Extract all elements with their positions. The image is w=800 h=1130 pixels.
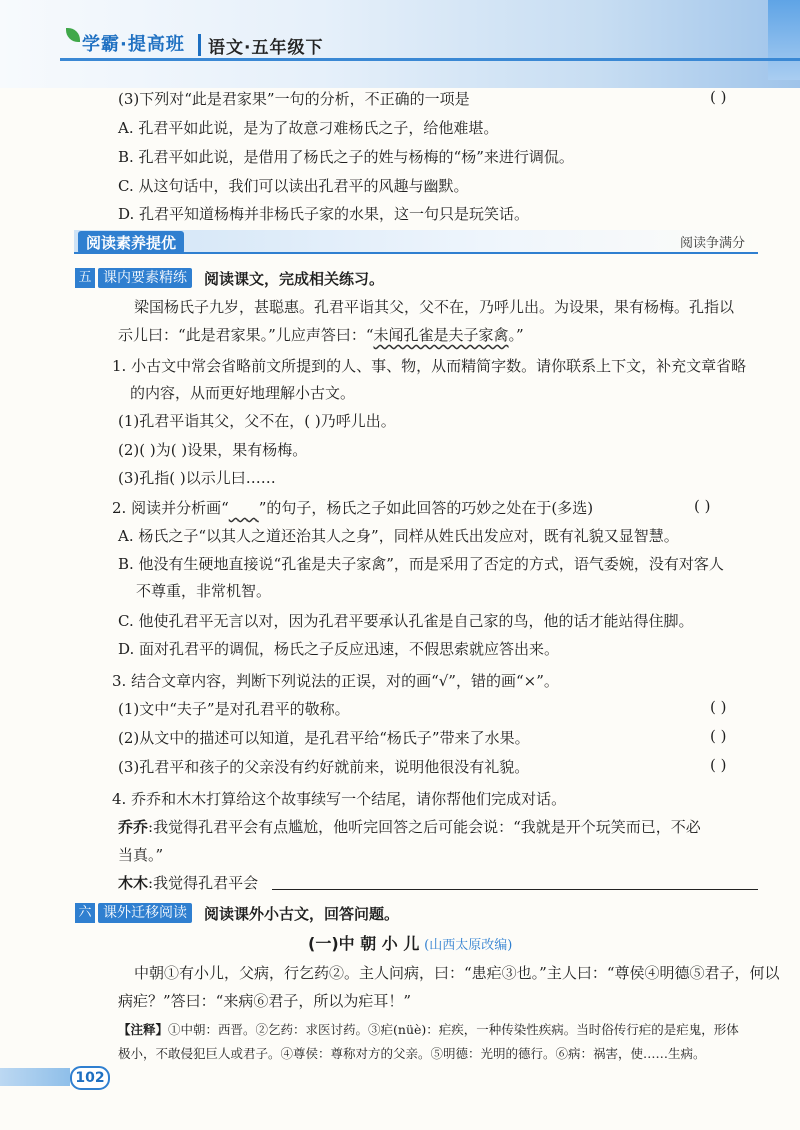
passage-line: 中朝①有小儿，父病，行乞药②。主人问病，曰：“患疟③也。”主人曰：“尊侯④明德⑤君子，何以 xyxy=(134,964,780,982)
option-b: B. 他没有生硬地直接说“孔雀是夫子家禽”，而是采用了否定的方式，语气委婉，没有对客人 xyxy=(118,555,724,573)
answer-paren[interactable]: ( ) xyxy=(694,497,711,515)
annotation-line: 极小，不敢侵犯巨人或君子。④尊侯：尊称对方的父亲。⑤明德：光明的德行。⑥病：祸害，使……生病。 xyxy=(118,1046,706,1061)
page-number-bar xyxy=(0,1068,70,1086)
speaker-name: 乔乔 xyxy=(118,818,149,836)
fill-blank-3[interactable]: (3)孔指( )以示儿曰…… xyxy=(118,469,276,487)
story-source: (山西太原改编) xyxy=(424,938,513,953)
dialogue-text: :我觉得孔君平会 xyxy=(148,874,259,892)
page-number: 102 xyxy=(70,1066,110,1090)
part-number: 五 xyxy=(75,268,95,288)
option-a: A. 孔君平如此说，是为了故意刁难杨氏之子，给他难堪。 xyxy=(118,119,499,137)
question-1-stem: 1. 小古文中常会省略前文所提到的人、事、物，从而精简字数。请你联系上下文，补充文章省略 xyxy=(112,357,747,375)
dialogue-text: :我觉得孔君平会有点尴尬，他听完回答之后可能会说：“我就是开个玩笑而已，不必 xyxy=(148,818,701,836)
header-divider xyxy=(198,34,201,56)
brand-logo: 学霸·提高班 xyxy=(82,34,185,55)
section-right-label: 阅读争满分 xyxy=(680,236,746,251)
answer-paren[interactable]: ( ) xyxy=(710,88,727,106)
answer-paren[interactable]: ( ) xyxy=(710,727,727,745)
story-title-text: (一)中 朝 小 儿 xyxy=(308,934,420,953)
passage-line: 梁国杨氏子九岁，甚聪惠。孔君平诣其父，父不在，乃呼儿出。为设果，果有杨梅。孔指以 xyxy=(134,298,735,316)
question-4-stem: 4. 乔乔和木木打算给这个故事续写一个结尾，请你帮他们完成对话。 xyxy=(112,790,567,808)
passage-text: 。” xyxy=(508,326,524,344)
annotation-label: 【注释】 xyxy=(118,1022,169,1037)
question-3-stem: 3. 结合文章内容，判断下列说法的正误，对的画“√”，错的画“×”。 xyxy=(112,672,559,690)
passage-line: 病疟？”答曰：“来病⑥君子，所以为疟耳！” xyxy=(118,992,412,1010)
annotation-text: ①中朝：西晋。②乞药：求医讨药。③疟(nüè)：疟疾，一种传染性疾病。当时俗传行疟的是疟鬼，形体 xyxy=(168,1022,739,1037)
answer-line[interactable] xyxy=(272,889,758,890)
dialogue-qiao-cont: 当真。” xyxy=(118,846,164,864)
question-2-stem xyxy=(112,497,593,519)
story-title xyxy=(308,933,512,957)
part-tag: 课外迁移阅读 xyxy=(98,903,192,923)
annotation-line xyxy=(118,1020,739,1040)
header-subject: 语文·五年级下 xyxy=(208,38,324,58)
part-number: 六 xyxy=(75,903,95,923)
dialogue-mu xyxy=(118,872,258,894)
option-c: C. 他使孔君平无言以对，因为孔君平要承认孔雀是自己家的鸟，他的话才能站得住脚。 xyxy=(118,612,694,630)
option-d: D. 面对孔君平的调侃，杨氏之子反应迅速，不假思索就应答出来。 xyxy=(118,640,560,658)
answer-paren[interactable]: ( ) xyxy=(710,698,727,716)
question-stem: (3)下列对“此是君家果”一句的分析，不正确的一项是 xyxy=(118,90,470,108)
option-a: A. 杨氏之子“以其人之道还治其人之身”，同样从姓氏出发应对，既有礼貌又显智慧。 xyxy=(118,527,679,545)
judge-item-1: (1)文中“夫子”是对孔君平的敬称。 xyxy=(118,700,350,718)
passage-line xyxy=(118,324,524,346)
option-d: D. 孔君平知道杨梅并非杨氏子家的水果，这一句只是玩笑话。 xyxy=(118,205,530,223)
passage-text: 示儿曰：“此是君家果。”儿应声答曰：“ xyxy=(118,326,374,344)
speaker-name: 木木 xyxy=(118,874,149,892)
section-title: 阅读素养提优 xyxy=(78,231,184,254)
header-corner-decoration xyxy=(768,0,800,80)
question-1-stem-cont: 的内容，从而更好地理解小古文。 xyxy=(130,384,356,402)
dialogue-qiao xyxy=(118,816,701,838)
stem-text: 2. 阅读并分析画“ xyxy=(112,499,229,517)
fill-blank-2[interactable]: (2)( )为( )设果，果有杨梅。 xyxy=(118,441,308,459)
wavy-underlined-sentence: 未闻孔雀是夫子家禽 xyxy=(373,326,509,344)
header-rule xyxy=(60,58,800,61)
option-b: B. 孔君平如此说，是借用了杨氏之子的姓与杨梅的“杨”来进行调侃。 xyxy=(118,148,574,166)
part-tag: 课内要素精练 xyxy=(98,268,192,288)
wavy-mark xyxy=(229,499,259,517)
part-instruction: 阅读课文，完成相关练习。 xyxy=(204,270,385,288)
judge-item-3: (3)孔君平和孩子的父亲没有约好就前来，说明他很没有礼貌。 xyxy=(118,758,530,776)
judge-item-2: (2)从文中的描述可以知道，是孔君平给“杨氏子”带来了水果。 xyxy=(118,729,530,747)
answer-paren[interactable]: ( ) xyxy=(710,756,727,774)
stem-text: ”的句子，杨氏之子如此回答的巧妙之处在于(多选) xyxy=(258,499,594,517)
section-rule xyxy=(74,252,758,254)
option-c: C. 从这句话中，我们可以读出孔君平的风趣与幽默。 xyxy=(118,177,469,195)
option-b-cont: 不尊重，非常机智。 xyxy=(136,582,272,600)
part-instruction: 阅读课外小古文，回答问题。 xyxy=(204,905,400,923)
fill-blank-1[interactable]: (1)孔君平诣其父，父不在，( )乃呼儿出。 xyxy=(118,412,396,430)
